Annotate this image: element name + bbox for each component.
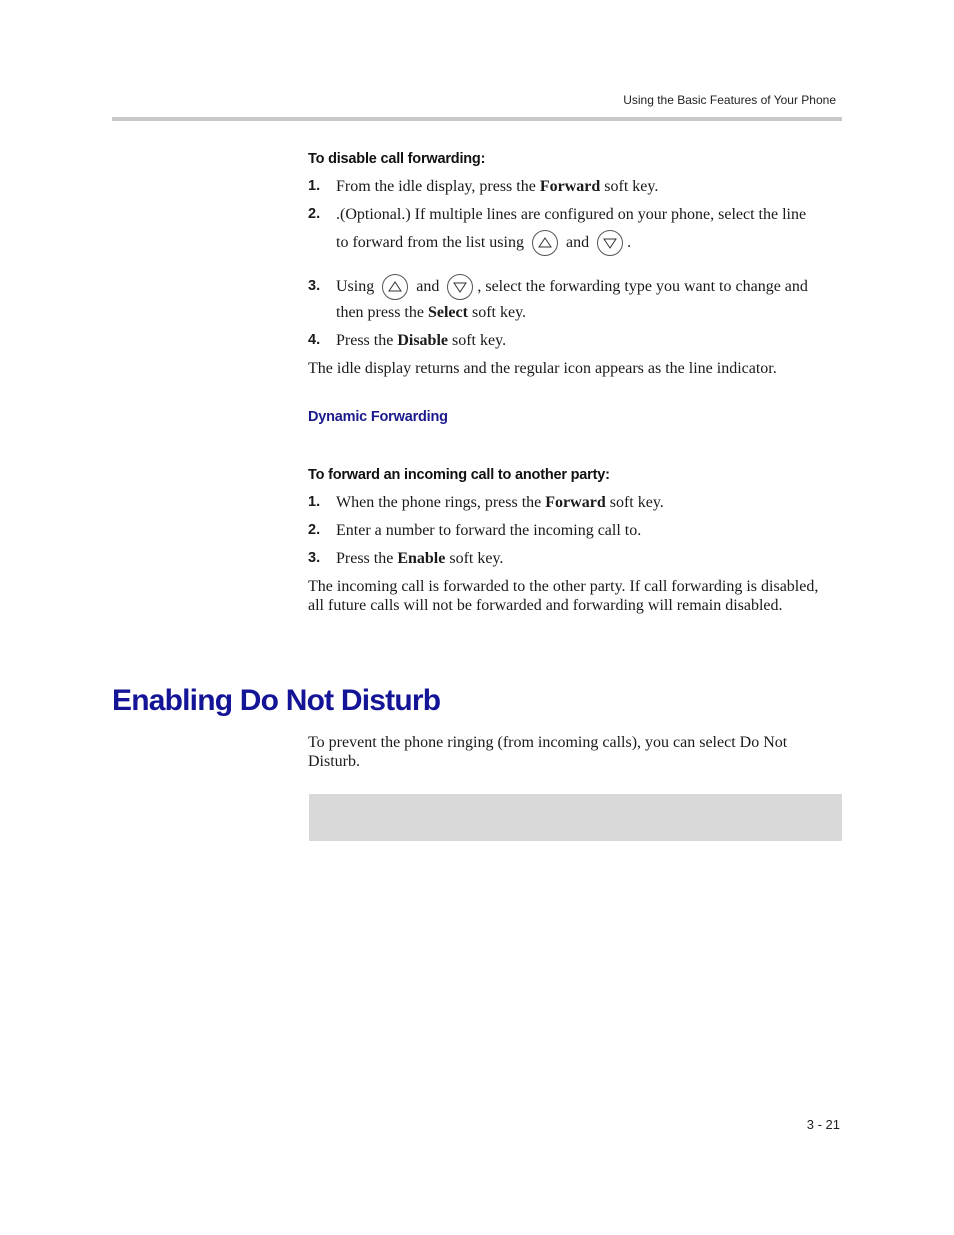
step-text: Enter a number to forward the incoming call to. <box>336 522 642 539</box>
procedure-title-forward: To forward an incoming call to another party: <box>308 467 610 483</box>
step-number: 1. <box>308 178 321 194</box>
disable-result-text: The idle display returns and the regular icon appears as the line indicator. <box>308 360 777 377</box>
step-text: Using <box>336 278 375 295</box>
down-arrow-key-icon <box>447 274 473 300</box>
section-heading-dynamic-forwarding: Dynamic Forwarding <box>308 409 448 425</box>
step-text: soft key. <box>467 304 527 321</box>
soft-key-name: Forward <box>539 178 601 195</box>
disable-step-1 <box>308 173 842 200</box>
running-header: Using the Basic Features of Your Phone <box>623 93 836 107</box>
disable-step-2 <box>308 201 842 228</box>
step-text: and <box>565 234 590 251</box>
page-number: 3 - 21 <box>806 1117 840 1132</box>
step-number: 3. <box>308 550 321 566</box>
up-arrow-key-icon <box>532 230 558 256</box>
soft-key-name: Disable <box>397 332 448 349</box>
step-text: . <box>627 234 632 251</box>
step-number: 2. <box>308 522 321 538</box>
step-number: 2. <box>308 206 321 222</box>
step-text: soft key. <box>600 178 659 195</box>
up-arrow-key-icon <box>382 274 408 300</box>
forward-step-2 <box>308 517 842 544</box>
soft-key-name: Forward <box>545 494 606 511</box>
forward-step-3 <box>308 545 842 572</box>
step-text: then press the <box>336 304 428 321</box>
disable-step-3-line-2 <box>308 299 842 326</box>
step-number: 3. <box>308 278 321 294</box>
disable-step-2-line-2 <box>308 229 842 256</box>
step-text: and <box>416 278 440 295</box>
disable-step-4 <box>308 327 842 354</box>
step-text: Press the <box>336 332 398 349</box>
step-text: When the phone rings, press the <box>336 494 546 511</box>
step-text: soft key. <box>448 332 507 349</box>
step-text: soft key. <box>605 494 664 511</box>
header-rule <box>112 117 842 121</box>
step-text: .(Optional.) If multiple lines are configured on your phone, select the line <box>336 206 807 223</box>
forward-step-1 <box>308 489 842 516</box>
soft-key-name: Select <box>427 304 468 321</box>
step-text: Press the <box>336 550 398 567</box>
step-text: From the idle display, press the <box>336 178 540 195</box>
forward-result-text: The incoming call is forwarded to the other party. If call forwarding is disabled, all future calls will not be forwarded and forwarding will remain disabled. <box>308 578 819 614</box>
dnd-intro-text: To prevent the phone ringing (from incoming calls), you can select Do Not Disturb. <box>308 734 788 770</box>
chapter-heading-dnd: Enabling Do Not Disturb <box>112 684 441 717</box>
step-text: to forward from the list using <box>336 234 524 251</box>
step-text: , select the forwarding type you want to change and <box>477 278 808 295</box>
step-text: soft key. <box>445 550 504 567</box>
step-number: 1. <box>308 494 321 510</box>
note-box <box>309 794 842 841</box>
down-arrow-key-icon <box>597 230 623 256</box>
step-number: 4. <box>308 332 321 348</box>
procedure-title-disable: To disable call forwarding: <box>308 151 486 167</box>
disable-step-3 <box>308 273 842 300</box>
soft-key-name: Enable <box>397 550 446 567</box>
